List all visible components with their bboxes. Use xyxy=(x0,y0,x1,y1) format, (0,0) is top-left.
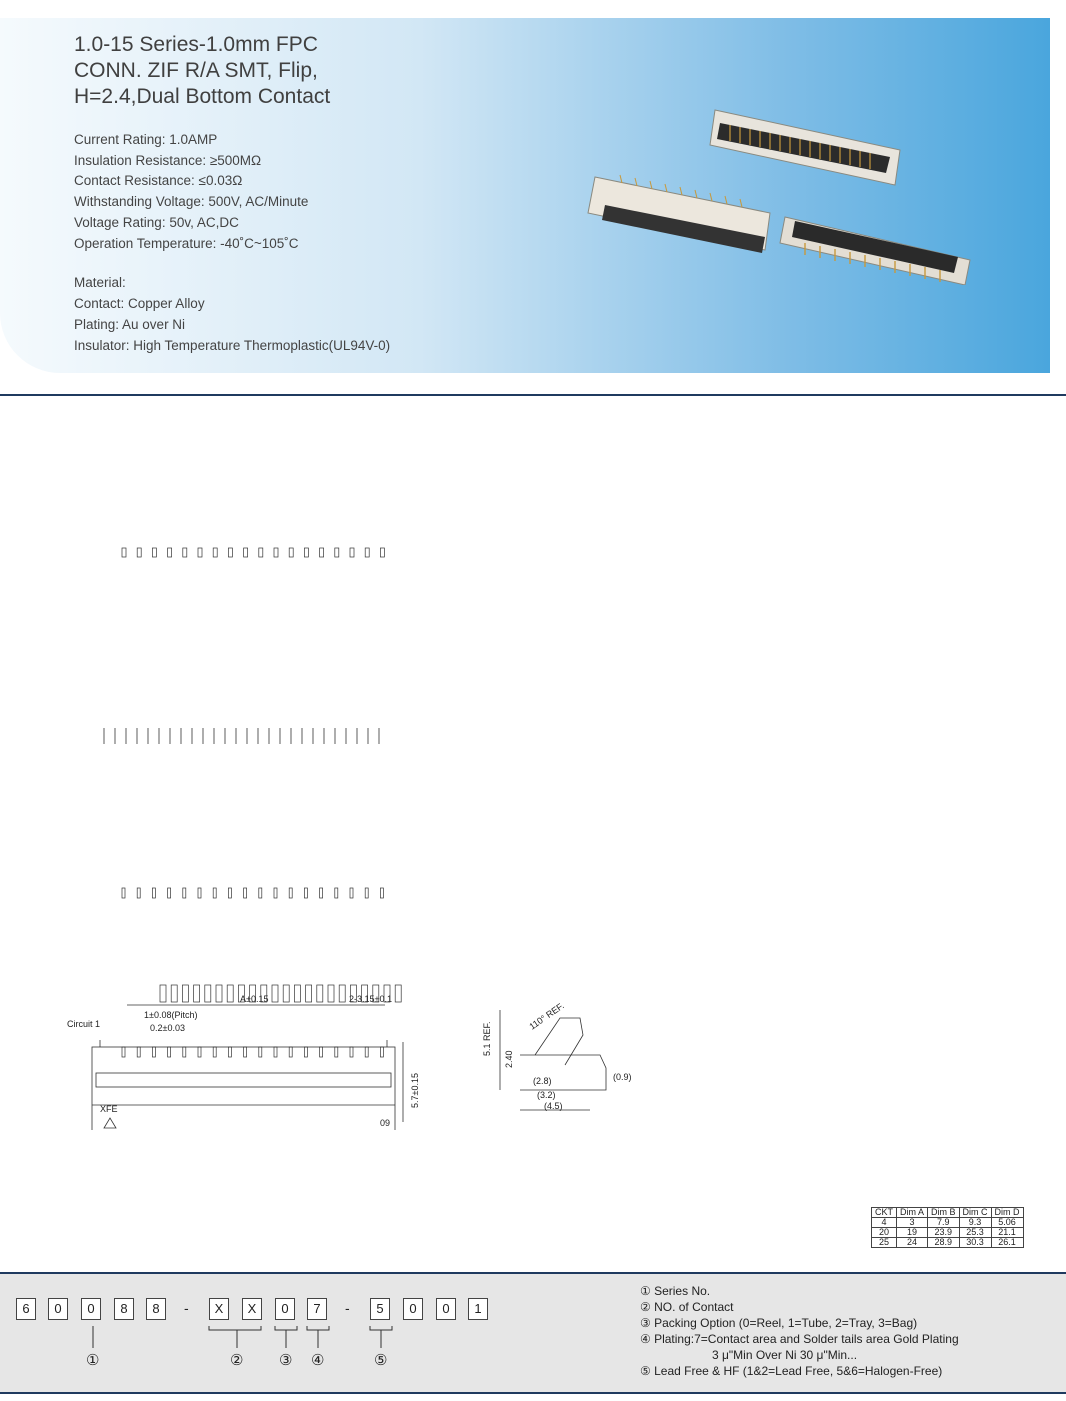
table-cell: 9.3 xyxy=(959,1218,991,1228)
dim-label: 09 xyxy=(380,1118,391,1128)
table-row xyxy=(872,1218,1024,1228)
technical-drawing xyxy=(0,490,1066,1130)
pn-bracket-lines xyxy=(0,1320,500,1360)
pn-marker: ⑤ xyxy=(374,1351,388,1369)
spec-item: Insulation Resistance: ≥500MΩ xyxy=(74,152,262,168)
pn-digit: 6 xyxy=(16,1298,36,1320)
table-header-row xyxy=(872,1208,1024,1218)
pn-digit: 7 xyxy=(307,1298,327,1320)
table-cell: 23.9 xyxy=(928,1228,960,1238)
table-cell: 19 xyxy=(897,1228,928,1238)
dimension-table xyxy=(871,1207,1024,1248)
pn-digit: 0 xyxy=(436,1298,456,1320)
product-title xyxy=(74,32,494,110)
dim-label: A±0.15 xyxy=(240,994,269,1004)
pn-digit: 0 xyxy=(48,1298,68,1320)
pn-digit: 0 xyxy=(81,1298,101,1320)
table-header: Dim B xyxy=(928,1208,960,1218)
pn-digit: X xyxy=(242,1298,262,1320)
spec-item: Operation Temperature: -40˚C~105˚C xyxy=(74,235,299,251)
title-line: CONN. ZIF R/A SMT, Flip, xyxy=(74,59,318,82)
table-cell: 28.9 xyxy=(928,1238,960,1248)
dim-label: 2-3.15±0.1 xyxy=(349,994,392,1004)
pn-digit: 8 xyxy=(146,1298,166,1320)
dim-label: 5.7±0.15 xyxy=(410,1073,420,1108)
table-cell: 5.06 xyxy=(991,1218,1023,1228)
legend-item: 3 μ"Min Over Ni 30 μ"Min... xyxy=(712,1348,858,1362)
legend-item: ⑤ Lead Free & HF (1&2=Lead Free, 5&6=Halogen-Free) xyxy=(640,1364,943,1378)
table-cell: 3 xyxy=(897,1218,928,1228)
dim-label: 2.40 xyxy=(504,1050,514,1068)
pn-digit: 1 xyxy=(468,1298,488,1320)
table-row xyxy=(872,1228,1024,1238)
connector-product-photo xyxy=(580,105,980,285)
part-number-legend xyxy=(640,1283,959,1379)
dim-label: Circuit 1 xyxy=(67,1019,101,1029)
table-cell: 24 xyxy=(897,1238,928,1248)
table-header: Dim C xyxy=(959,1208,991,1218)
table-header: Dim A xyxy=(897,1208,928,1218)
table-cell: 7.9 xyxy=(928,1218,960,1228)
table-cell: 26.1 xyxy=(991,1238,1023,1248)
table-cell: 25.3 xyxy=(959,1228,991,1238)
spec-item: Contact Resistance: ≤0.03Ω xyxy=(74,173,243,189)
dim-label: (2.8) xyxy=(533,1076,552,1086)
table-cell: 25 xyxy=(872,1238,897,1248)
spec-item: Withstanding Voltage: 500V, AC/Minute xyxy=(74,194,309,210)
table-cell: 30.3 xyxy=(959,1238,991,1248)
pn-digit: 0 xyxy=(275,1298,295,1320)
pn-dash: - xyxy=(184,1300,189,1316)
table-cell: 20 xyxy=(872,1228,897,1238)
dim-label: (4.5) xyxy=(544,1101,563,1111)
table-cell: 21.1 xyxy=(991,1228,1023,1238)
pn-digit: 0 xyxy=(403,1298,423,1320)
pn-marker: ① xyxy=(86,1351,100,1369)
pn-dash: - xyxy=(345,1300,350,1316)
title-line: 1.0-15 Series-1.0mm FPC xyxy=(74,33,318,56)
title-line: H=2.4,Dual Bottom Contact xyxy=(74,85,331,108)
dim-label: 5.1 REF. xyxy=(482,1021,492,1056)
material-item: Contact: Copper Alloy xyxy=(74,296,205,311)
dim-label: (3.2) xyxy=(537,1090,556,1100)
section-divider xyxy=(0,394,1066,396)
pn-digit: X xyxy=(209,1298,229,1320)
spec-list xyxy=(74,130,308,254)
material-item: Material: xyxy=(74,275,126,290)
dim-label: 0.2±0.03 xyxy=(150,1023,185,1033)
material-item: Insulator: High Temperature Thermoplastic(UL94V-0) xyxy=(74,338,391,353)
spec-item: Current Rating: 1.0AMP xyxy=(74,132,218,147)
table-header: Dim D xyxy=(991,1208,1023,1218)
legend-item: ① Series No. xyxy=(640,1284,711,1298)
dim-label: 110° REF. xyxy=(527,1000,566,1032)
spec-item: Voltage Rating: 50v, AC,DC xyxy=(74,214,239,230)
pn-marker: ③ xyxy=(279,1351,293,1369)
table-header: CKT xyxy=(872,1208,897,1218)
dim-label: XFE xyxy=(100,1104,118,1114)
table-cell: 4 xyxy=(872,1218,897,1228)
legend-item: ④ Plating:7=Contact area and Solder tails area Gold Plating xyxy=(640,1332,959,1346)
pn-digit: 5 xyxy=(370,1298,390,1320)
table-row xyxy=(872,1238,1024,1248)
pn-marker: ② xyxy=(230,1351,244,1369)
dim-label: 1±0.08(Pitch) xyxy=(144,1010,198,1020)
legend-item: ③ Packing Option (0=Reel, 1=Tube, 2=Tray, 3=Bag) xyxy=(640,1316,918,1330)
material-list xyxy=(74,272,390,356)
material-item: Plating: Au over Ni xyxy=(74,317,186,332)
dim-label: (0.9) xyxy=(613,1072,632,1082)
pn-marker: ④ xyxy=(311,1351,325,1369)
legend-item: ② NO. of Contact xyxy=(640,1300,734,1314)
pn-digit: 8 xyxy=(114,1298,134,1320)
